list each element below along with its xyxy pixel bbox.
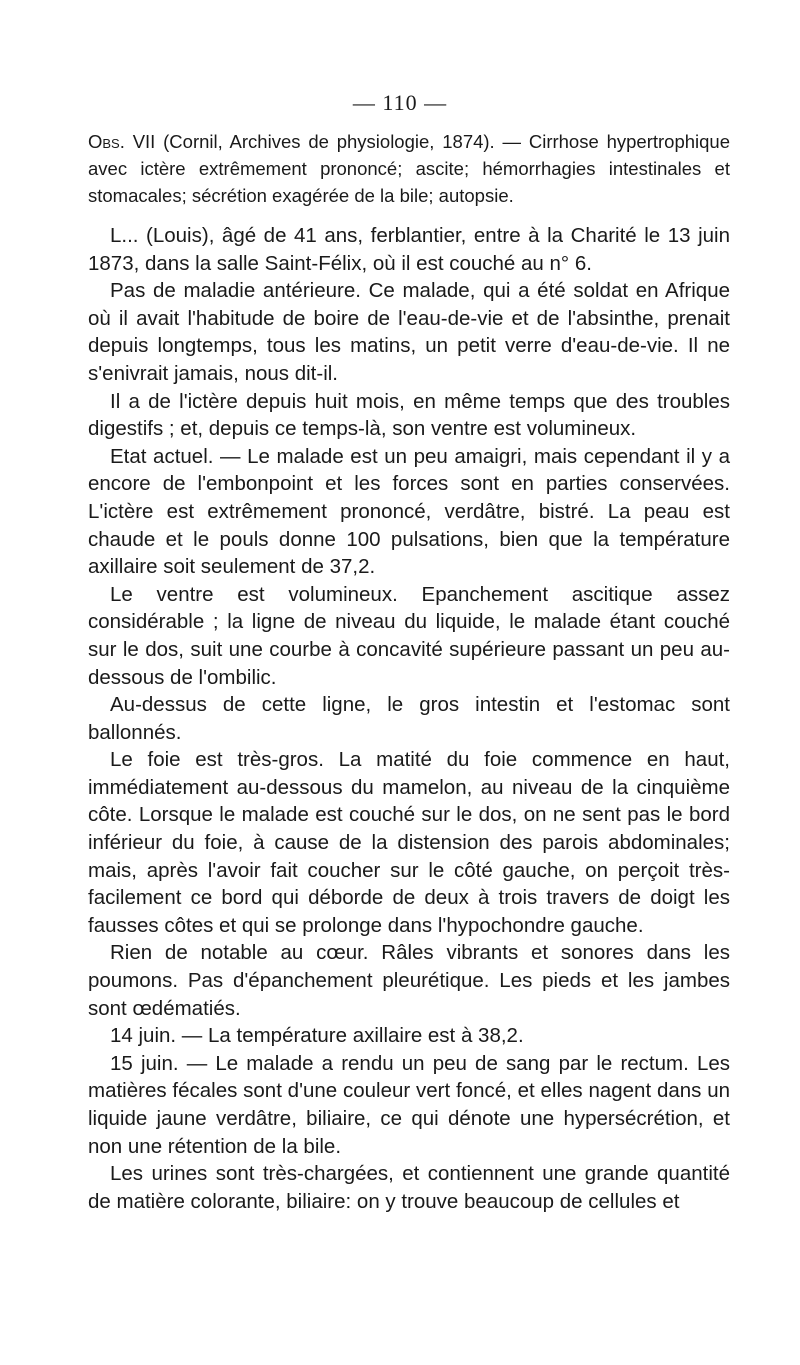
paragraph: Il a de l'ictère depuis huit mois, en même temps que des troubles digestifs ; et, depuis ce temps-là, son ventre est volumineux. — [88, 389, 730, 441]
paragraph: Le foie est très-gros. La matité du foie commence en haut, immédiatement au-dessous du mamelon, au niveau de la cinquième côte. Lorsque le malade est couché sur le dos, on ne sent pas le bord inférieur du foie, à cause de la distension des parois abdominales; mais, après l'avoir fait coucher sur le côté gauche, on perçoit très-facilement ce bord qui déborde de deux à trois travers de doigt les fausses côtes et qui se prolonge dans l'hypochondre gauche. — [88, 748, 730, 937]
observation-title: VII (Cornil, Archives de physiologie, 1874). — Cirrhose hypertrophique avec ictère extrêmement prononcé; ascite; hémorrhagies intestinales et stomacales; sécrétion exagérée de la bile; autopsie. — [88, 131, 730, 206]
paragraph: 15 juin. — Le malade a rendu un peu de sang par le rectum. Les matières fécales sont d'une couleur vert foncé, et elles nagent dans un liquide jaune verdâtre, biliaire, ce qui dénote une hypersécrétion, et non une rétention de la bile. — [88, 1051, 730, 1158]
obs-label: Obs. — [88, 131, 125, 152]
paragraph: Etat actuel. — Le malade est un peu amaigri, mais cependant il y a encore de l'embonpoint et les forces sont en parties conservées. L'ictère est extrêmement prononcé, verdâtre, bistré. La peau est chaude et le pouls donne 100 pulsations, bien que la température axillaire soit seulement de 37,2. — [88, 444, 730, 579]
paragraph: Au-dessus de cette ligne, le gros intestin et l'estomac sont ballonnés. — [88, 693, 730, 744]
paragraph: Le ventre est volumineux. Epanchement ascitique assez considérable ; la ligne de niveau du liquide, le malade étant couché sur le dos, suit une courbe à concavité supérieure passant un peu au-dessous de l'ombilic. — [88, 582, 730, 689]
paragraph: L... (Louis), âgé de 41 ans, ferblantier, entre à la Charité le 13 juin 1873, dans la salle Saint-Félix, où il est couché au n° 6. — [88, 224, 730, 275]
observation-body — [88, 222, 730, 1215]
paragraph: Les urines sont très-chargées, et contiennent une grande quantité de matière colorante, biliaire: on y trouve beaucoup de cellules et — [88, 1162, 730, 1213]
page-number: — 110 — — [352, 90, 448, 115]
paragraph: 14 juin. — La température axillaire est à 38,2. — [110, 1024, 524, 1048]
observation-header — [88, 128, 730, 209]
paragraph: Pas de maladie antérieure. Ce malade, qui a été soldat en Afrique où il avait l'habitude de boire de l'eau-de-vie et de l'absinthe, prenait depuis longtemps, tous les matins, un petit verre d'eau-de-vie. Il ne s'enivrait jamais, nous dit-il. — [88, 279, 730, 385]
paragraph: Rien de notable au cœur. Râles vibrants et sonores dans les poumons. Pas d'épanchement pleurétique. Les pieds et les jambes sont œdématiés. — [88, 941, 730, 1020]
